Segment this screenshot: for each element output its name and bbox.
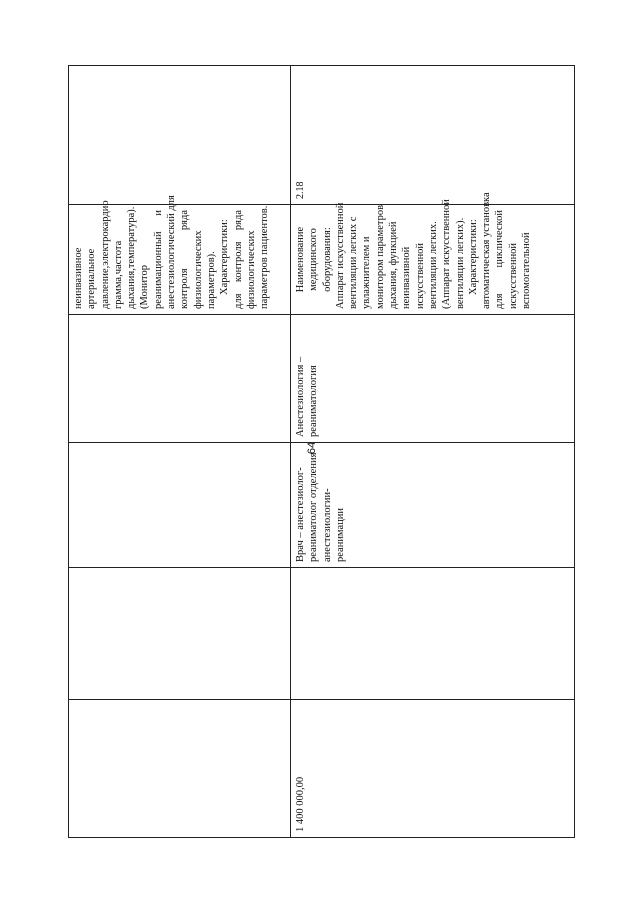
text-line: неинвазивное (73, 247, 84, 309)
text-line: искусственной (507, 242, 519, 309)
text-line: вентиляции легких. (427, 221, 439, 309)
table-row (69, 66, 291, 838)
text-line: монитором параметров (374, 204, 386, 309)
text-line: дыхания,температура). (126, 206, 138, 309)
cell-row-number: 2.18 (291, 66, 575, 205)
cell-amount: 1 400 000,00 (291, 700, 575, 838)
text-line: (Монитор (139, 264, 151, 309)
text-line: артериальное (86, 248, 98, 309)
text-line: автоматическая установка (481, 192, 493, 309)
text-line: для контроля ряда (232, 210, 244, 309)
text-line: параметров пациентов. (259, 205, 271, 309)
text-line: неинвазивной (401, 246, 413, 309)
text-line: физиологических (192, 230, 204, 309)
text-line: искусственной (414, 242, 426, 309)
cell-empty (69, 568, 291, 700)
text-line: давление,электрокардио (99, 200, 111, 309)
text-line: контроля ряда (179, 210, 191, 309)
text-line: Аппарат искусственной (334, 202, 346, 309)
cell-staff: Врач – анестезиолог-реаниматолог отделения анестезиологии-реанимации (291, 443, 575, 568)
cell-description (291, 192, 575, 315)
text-line: Наименование (295, 226, 306, 293)
text-line: физиологических (245, 230, 257, 309)
cell-empty (69, 700, 291, 838)
text-line: оборудования: (321, 227, 333, 292)
cell-empty (69, 66, 291, 205)
text-line: медицинского (308, 228, 320, 291)
cell-empty (69, 443, 291, 568)
text-line: для циклической (494, 210, 506, 309)
page-number: 64 (306, 441, 318, 455)
text-line: Характеристики: (467, 219, 479, 295)
cell-empty (291, 568, 575, 700)
cell-description (69, 195, 291, 315)
table-row (291, 66, 575, 838)
text-line: (Аппарат искусственной (441, 199, 453, 309)
text-line: увлажнителем и (361, 236, 373, 309)
text-line: вспомогательной (521, 232, 533, 309)
cell-profile: Анестезиология – реаниматология (291, 315, 575, 443)
text-line: анестезиологический для (166, 195, 178, 309)
text-line: вентиляции легких). (454, 217, 466, 309)
text-line: реанимационный и (152, 210, 164, 309)
text-line: вентиляции легких с (348, 216, 360, 309)
text-line: грамма,частота (112, 240, 124, 309)
cell-empty (69, 315, 291, 443)
text-line: параметров). (205, 251, 217, 309)
equipment-table (68, 65, 575, 838)
text-line: дыхания, функцией (388, 221, 400, 309)
text-line: Характеристики: (219, 219, 231, 295)
rotated-table-container (68, 66, 574, 838)
